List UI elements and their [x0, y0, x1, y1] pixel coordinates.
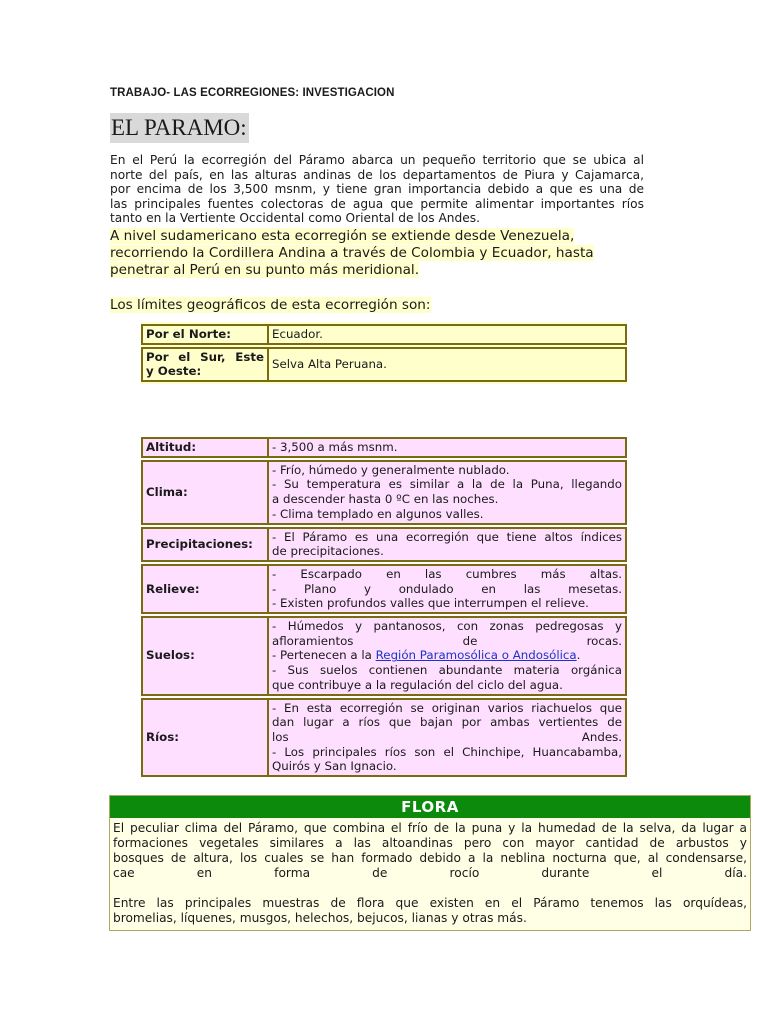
attr-value-rios: - En esta ecorregión se originan varios riachuelos que dan lugar a ríos que bajan por ambas vertientes de los Andes. - Los principales ríos son el Chinchipe, Huancabamba, Quirós y San Ignacio.	[268, 698, 627, 778]
attr-label-altitud: Altitud:	[141, 437, 268, 458]
attr-label-relieve: Relieve:	[141, 564, 268, 614]
table-row	[141, 437, 627, 458]
flora-heading: FLORA	[110, 796, 750, 818]
flora-body: El peculiar clima del Páramo, que combina el frío de la puna y la humedad de la selva, da lugar a formaciones vegetales similares a las altoandinas pero con mayor cantidad de arbustos y bosques de altura, los cuales se han formado debido a la neblina nocturna que, al condensarse, cae en forma de rocío durante el día. Entre las principales muestras de flora que existen en el Páramo tenemos las orquídeas, bromelias, líquenes, musgos, helechos, bejucos, lianas y otras más.	[110, 818, 750, 930]
attributes-table	[141, 435, 627, 779]
attr-value-altitud: - 3,500 a más msnm.	[268, 437, 627, 458]
limits-intro: Los límites geográficos de esta ecorregión son:	[110, 297, 431, 313]
page-title: EL PARAMO:	[110, 113, 249, 143]
limit-label: Por el Norte:	[141, 324, 268, 345]
attr-label-precipitaciones: Precipitaciones:	[141, 527, 268, 562]
soil-region-link[interactable]: Región Paramosólica o Andosólica	[375, 648, 577, 663]
limits-table	[141, 322, 627, 384]
table-row	[141, 698, 627, 778]
intro-line: norte del país, en las alturas andinas de los departamentos de Piura y Cajamarca,	[110, 167, 644, 182]
extent-paragraph	[110, 228, 630, 280]
table-row	[141, 460, 627, 525]
table-row	[141, 324, 627, 345]
attr-label-clima: Clima:	[141, 460, 268, 525]
limit-value: Ecuador.	[268, 324, 627, 345]
limit-label: Por el Sur, Este y Oeste:	[141, 347, 268, 382]
intro-line: tanto en la Vertiente Occidental como Oriental de los Andes.	[110, 211, 480, 226]
attr-label-rios: Ríos:	[141, 698, 268, 778]
attr-value-relieve: - Escarpado en las cumbres más altas. - Plano y ondulado en las mesetas. - Existen profundos valles que interrumpen el relieve.	[268, 564, 627, 614]
extent-line: recorriendo la Cordillera Andina a través de Colombia y Ecuador, hasta	[110, 245, 594, 262]
table-row	[141, 564, 627, 614]
intro-line: por encima de los 3,500 msnm, y tiene gran importancia debido a que es una de	[110, 182, 644, 197]
attr-value-suelos: - Húmedos y pantanosos, con zonas pedregosas y afloramientos de rocas. - Pertenecen a la Región Paramosólica o Andosólica. - Sus suelos contienen abundante materia orgánica que contribuye a la regulación del ciclo del agua.	[268, 616, 627, 696]
flora-section	[109, 795, 751, 931]
table-row	[141, 347, 627, 382]
attr-label-suelos: Suelos:	[141, 616, 268, 696]
attr-value-precipitaciones: - El Páramo es una ecorregión que tiene altos índices de precipitaciones.	[268, 527, 627, 562]
intro-paragraph	[110, 153, 644, 226]
table-row	[141, 527, 627, 562]
limit-value: Selva Alta Peruana.	[268, 347, 627, 382]
intro-line: En el Perú la ecorregión del Páramo abarca un pequeño territorio que se ubica al	[110, 153, 644, 167]
extent-line: penetrar al Perú en su punto más meridional.	[110, 262, 420, 279]
table-row	[141, 616, 627, 696]
attr-value-clima: - Frío, húmedo y generalmente nublado. - Su temperatura es similar a la de la Puna, llegando a descender hasta 0 ºC en las noches. - Clima templado en algunos valles.	[268, 460, 627, 525]
extent-line: A nivel sudamericano esta ecorregión se extiende desde Venezuela,	[110, 228, 575, 244]
intro-line: las principales fuentes colectoras de agua que permite alimentar importantes ríos	[110, 196, 644, 211]
document-heading: TRABAJO- LAS ECORREGIONES: INVESTIGACION	[110, 87, 395, 99]
